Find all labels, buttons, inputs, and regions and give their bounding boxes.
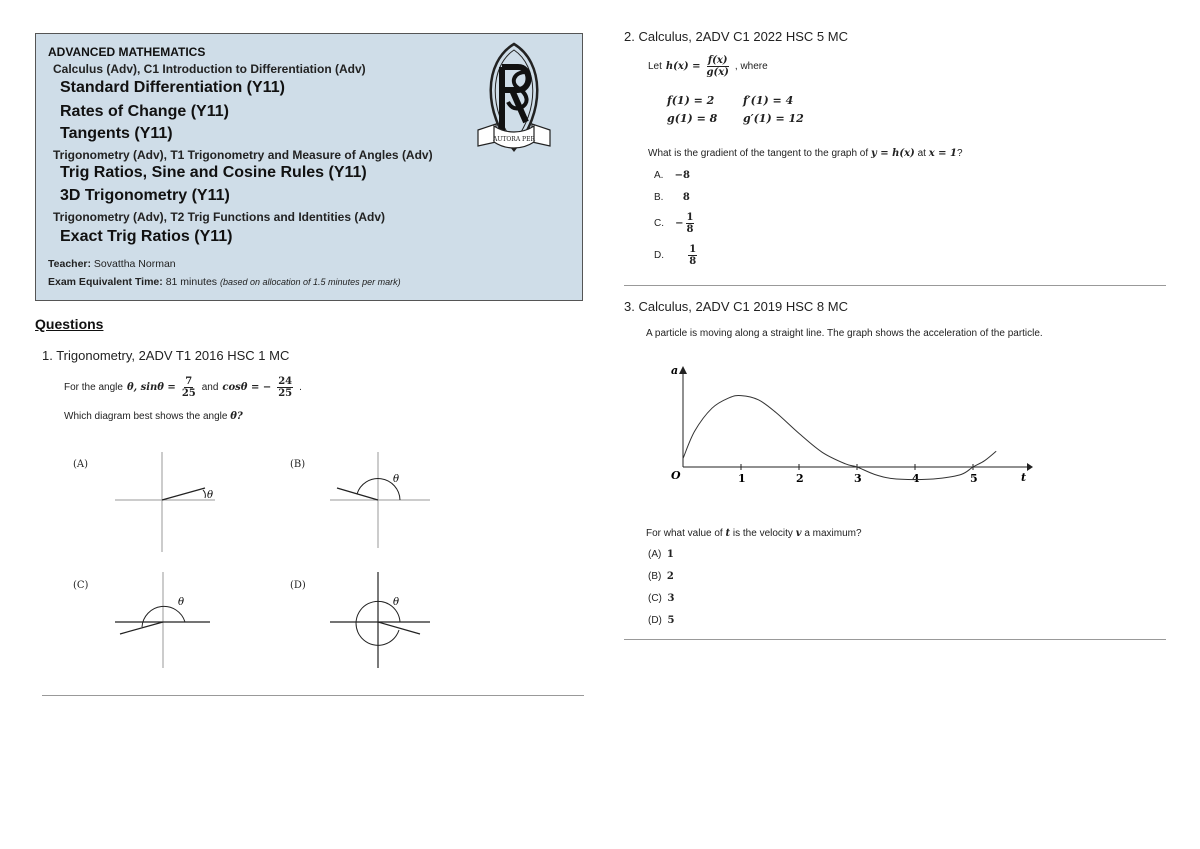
q2-title: 2. Calculus, 2ADV C1 2022 HSC 5 MC xyxy=(624,29,848,44)
header-box xyxy=(35,33,583,301)
q3-option-a[interactable]: (A) 1 xyxy=(648,549,674,560)
subtopic: Tangents (Y11) xyxy=(60,125,173,142)
q2-eq2: f′(1) = 4 xyxy=(743,94,794,107)
x-tick-label: 4 xyxy=(912,472,920,485)
q3-option-d[interactable]: (D) 5 xyxy=(648,615,675,626)
q2-option-a[interactable]: A. −8 xyxy=(654,170,690,181)
x-axis-label: t xyxy=(1021,471,1027,484)
x-tick-label: 2 xyxy=(796,472,804,485)
exam-time-value: 81 minutes xyxy=(165,276,218,288)
exam-time-line xyxy=(48,276,401,288)
subject-title: ADVANCED MATHEMATICS xyxy=(48,45,206,59)
q2-eq4: g′(1) = 12 xyxy=(743,112,804,125)
q1-diagram-c xyxy=(110,572,220,672)
subtopic: 3D Trigonometry (Y11) xyxy=(60,187,230,204)
y-axis-label: a xyxy=(671,364,679,377)
q1-statement: For the angle θ, sinθ = $\frac{7}{25}$ and cosθ = − $\frac{24}{25}$ . xyxy=(64,376,302,399)
q1-cos-expr: cosθ = − xyxy=(222,382,272,393)
q1-prompt: Which diagram best shows the angle θ? xyxy=(64,411,243,422)
subtopic: Exact Trig Ratios (Y11) xyxy=(60,228,233,245)
q1-separator xyxy=(42,695,584,696)
teacher-name: Sovattha Norman xyxy=(93,258,176,270)
acceleration-graph xyxy=(665,360,1040,490)
q3-separator xyxy=(624,639,1166,640)
q2-h-fraction: $\frac{f(x)}{g(x)}$ xyxy=(706,55,729,78)
teacher-label: Teacher: xyxy=(48,258,91,270)
logo-motto: AUTORA PER xyxy=(492,136,536,143)
topic-3: Trigonometry (Adv), T2 Trig Functions and Identities (Adv) xyxy=(53,210,386,224)
q2-option-b[interactable]: B. 8 xyxy=(654,192,690,203)
q1-diagram-a xyxy=(110,452,260,552)
diagram-label-c: (C) xyxy=(73,580,89,591)
y-axis-arrow xyxy=(679,366,687,374)
q2-option-c[interactable]: C. − $\frac{1}{8}$ xyxy=(654,212,694,235)
exam-time-note: (based on allocation of 1.5 minutes per mark) xyxy=(219,277,401,287)
subtopic: Trig Ratios, Sine and Cosine Rules (Y11) xyxy=(60,164,367,181)
exam-time-label: Exam Equivalent Time: xyxy=(48,276,163,288)
topic-1: Calculus (Adv), C1 Introduction to Differentiation (Adv) xyxy=(53,62,366,76)
subtopic: Standard Differentiation (Y11) xyxy=(60,79,285,96)
q2-definition: Let h(x) = $\frac{f(x)}{g(x)}$ , where xyxy=(648,55,768,78)
q3-prompt: For what value of t is the velocity v a maximum? xyxy=(646,528,862,539)
teacher-line xyxy=(48,258,176,270)
q3-option-c[interactable]: (C) 3 xyxy=(648,593,675,604)
theta-label: θ xyxy=(393,597,400,608)
x-axis-arrow xyxy=(1027,463,1033,471)
q2-option-d[interactable]: D. $\frac{1}{8}$ xyxy=(654,244,697,267)
origin-label: O xyxy=(671,469,681,482)
q1-cos-fraction: $\frac{24}{25}$ xyxy=(278,376,293,399)
questions-heading: Questions xyxy=(35,316,104,332)
q2-eq3: g(1) = 8 xyxy=(667,112,718,125)
x-tick-label: 5 xyxy=(970,472,978,485)
theta-label: θ xyxy=(393,474,400,485)
q1-diagram-b xyxy=(325,452,435,552)
q3-title: 3. Calculus, 2ADV C1 2019 HSC 8 MC xyxy=(624,299,848,314)
q1-sin-fraction: $\frac{7}{25}$ xyxy=(181,376,196,399)
topic-2: Trigonometry (Adv), T1 Trigonometry and Measure of Angles (Adv) xyxy=(53,148,433,162)
theta-label: θ xyxy=(207,490,214,501)
diagram-label-d: (D) xyxy=(290,580,306,591)
diagram-label-a: (A) xyxy=(73,459,89,470)
x-tick-label: 1 xyxy=(738,472,746,485)
subtopic: Rates of Change (Y11) xyxy=(60,103,229,120)
q2-separator xyxy=(624,285,1166,286)
q1-diagram-d xyxy=(325,572,435,672)
school-logo xyxy=(474,42,554,157)
q2-prompt: What is the gradient of the tangent to the graph of y = h(x) at x = 1? xyxy=(648,148,963,159)
q3-description: A particle is moving along a straight line. The graph shows the acceleration of the particle. xyxy=(646,328,1043,339)
x-tick-label: 3 xyxy=(854,472,862,485)
q1-sin-expr: θ, sinθ = xyxy=(126,382,176,393)
q1-and: and xyxy=(201,382,219,393)
theta-label: θ xyxy=(178,597,185,608)
q1-title: 1. Trigonometry, 2ADV T1 2016 HSC 1 MC xyxy=(42,348,290,363)
q3-option-b[interactable]: (B) 2 xyxy=(648,571,674,582)
q2-eq1: f(1) = 2 xyxy=(667,94,715,107)
diagram-label-b: (B) xyxy=(290,459,306,470)
q1-lead: For the angle xyxy=(64,382,123,393)
